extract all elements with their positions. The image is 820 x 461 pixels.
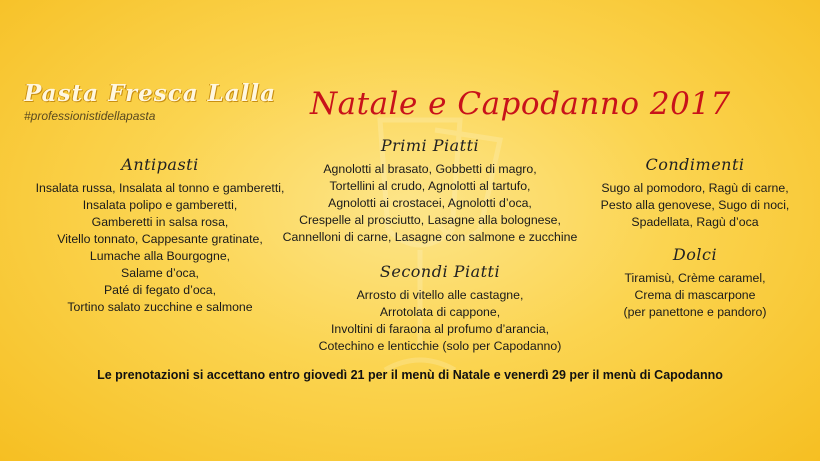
list-item: Pesto alla genovese, Sugo di noci, [600, 198, 790, 212]
brand-logo [24, 80, 276, 123]
list-item: Spadellata, Ragù d’oca [631, 215, 759, 229]
antipasti-list [20, 180, 300, 316]
section-title: Secondi Piatti [379, 262, 501, 281]
section-secondi [290, 262, 590, 355]
section-title: Antipasti [121, 155, 199, 174]
list-item: Crespelle al prosciutto, Lasagne alla bolognese, [299, 213, 561, 227]
list-item: Insalata polipo e gamberetti, [82, 198, 238, 212]
list-item: Arrosto di vitello alle castagne, [356, 288, 524, 302]
page-title: Natale e Capodanno 2017 [310, 86, 731, 122]
condimenti-list [590, 180, 800, 231]
section-condimenti [590, 155, 800, 231]
list-item: (per panettone e pandoro) [623, 305, 767, 319]
brand-name: Pasta Fresca Lalla [24, 80, 277, 107]
list-item: Agnolotti al brasato, Gobbetti di magro, [323, 162, 537, 176]
list-item: Gamberetti in salsa rosa, [91, 215, 229, 229]
list-item: Paté di fegato d’oca, [103, 283, 217, 297]
list-item: Agnolotti ai crostacei, Agnolotti d’oca, [328, 196, 532, 210]
list-item: Involtini di faraona al profumo d’arancia, [330, 322, 550, 336]
section-title: Dolci [672, 245, 718, 264]
list-item: Sugo al pomodoro, Ragù di carne, [601, 181, 789, 195]
list-item: Insalata russa, Insalata al tonno e gamberetti, [35, 181, 285, 195]
section-title: Condimenti [645, 155, 745, 174]
secondi-list [290, 287, 590, 355]
dolci-list [590, 270, 800, 321]
list-item: Tortellini al crudo, Agnolotti al tartufo, [329, 179, 531, 193]
list-item: Salame d’oca, [121, 266, 199, 280]
reservation-note: Le prenotazioni si accettano entro giovedì 21 per il menù di Natale e venerdì 29 per il menù di Capodanno [97, 368, 723, 382]
list-item: Crema di mascarpone [634, 288, 756, 302]
section-antipasti [20, 155, 300, 316]
brand-tagline: #professionistidellapasta [24, 109, 156, 123]
list-item: Tiramisù, Crème caramel, [624, 271, 766, 285]
primi-list [280, 161, 580, 246]
list-item: Tortino salato zucchine e salmone [67, 300, 253, 314]
list-item: Cotechino e lenticchie (solo per Capodanno) [318, 339, 562, 353]
section-dolci [590, 245, 800, 321]
section-title: Primi Piatti [380, 136, 480, 155]
list-item: Cannelloni di carne, Lasagne con salmone e zucchine [282, 230, 578, 244]
section-primi [280, 136, 580, 246]
list-item: Vitello tonnato, Cappesante gratinate, [57, 232, 263, 246]
list-item: Arrotolata di cappone, [379, 305, 501, 319]
list-item: Lumache alla Bourgogne, [89, 249, 231, 263]
